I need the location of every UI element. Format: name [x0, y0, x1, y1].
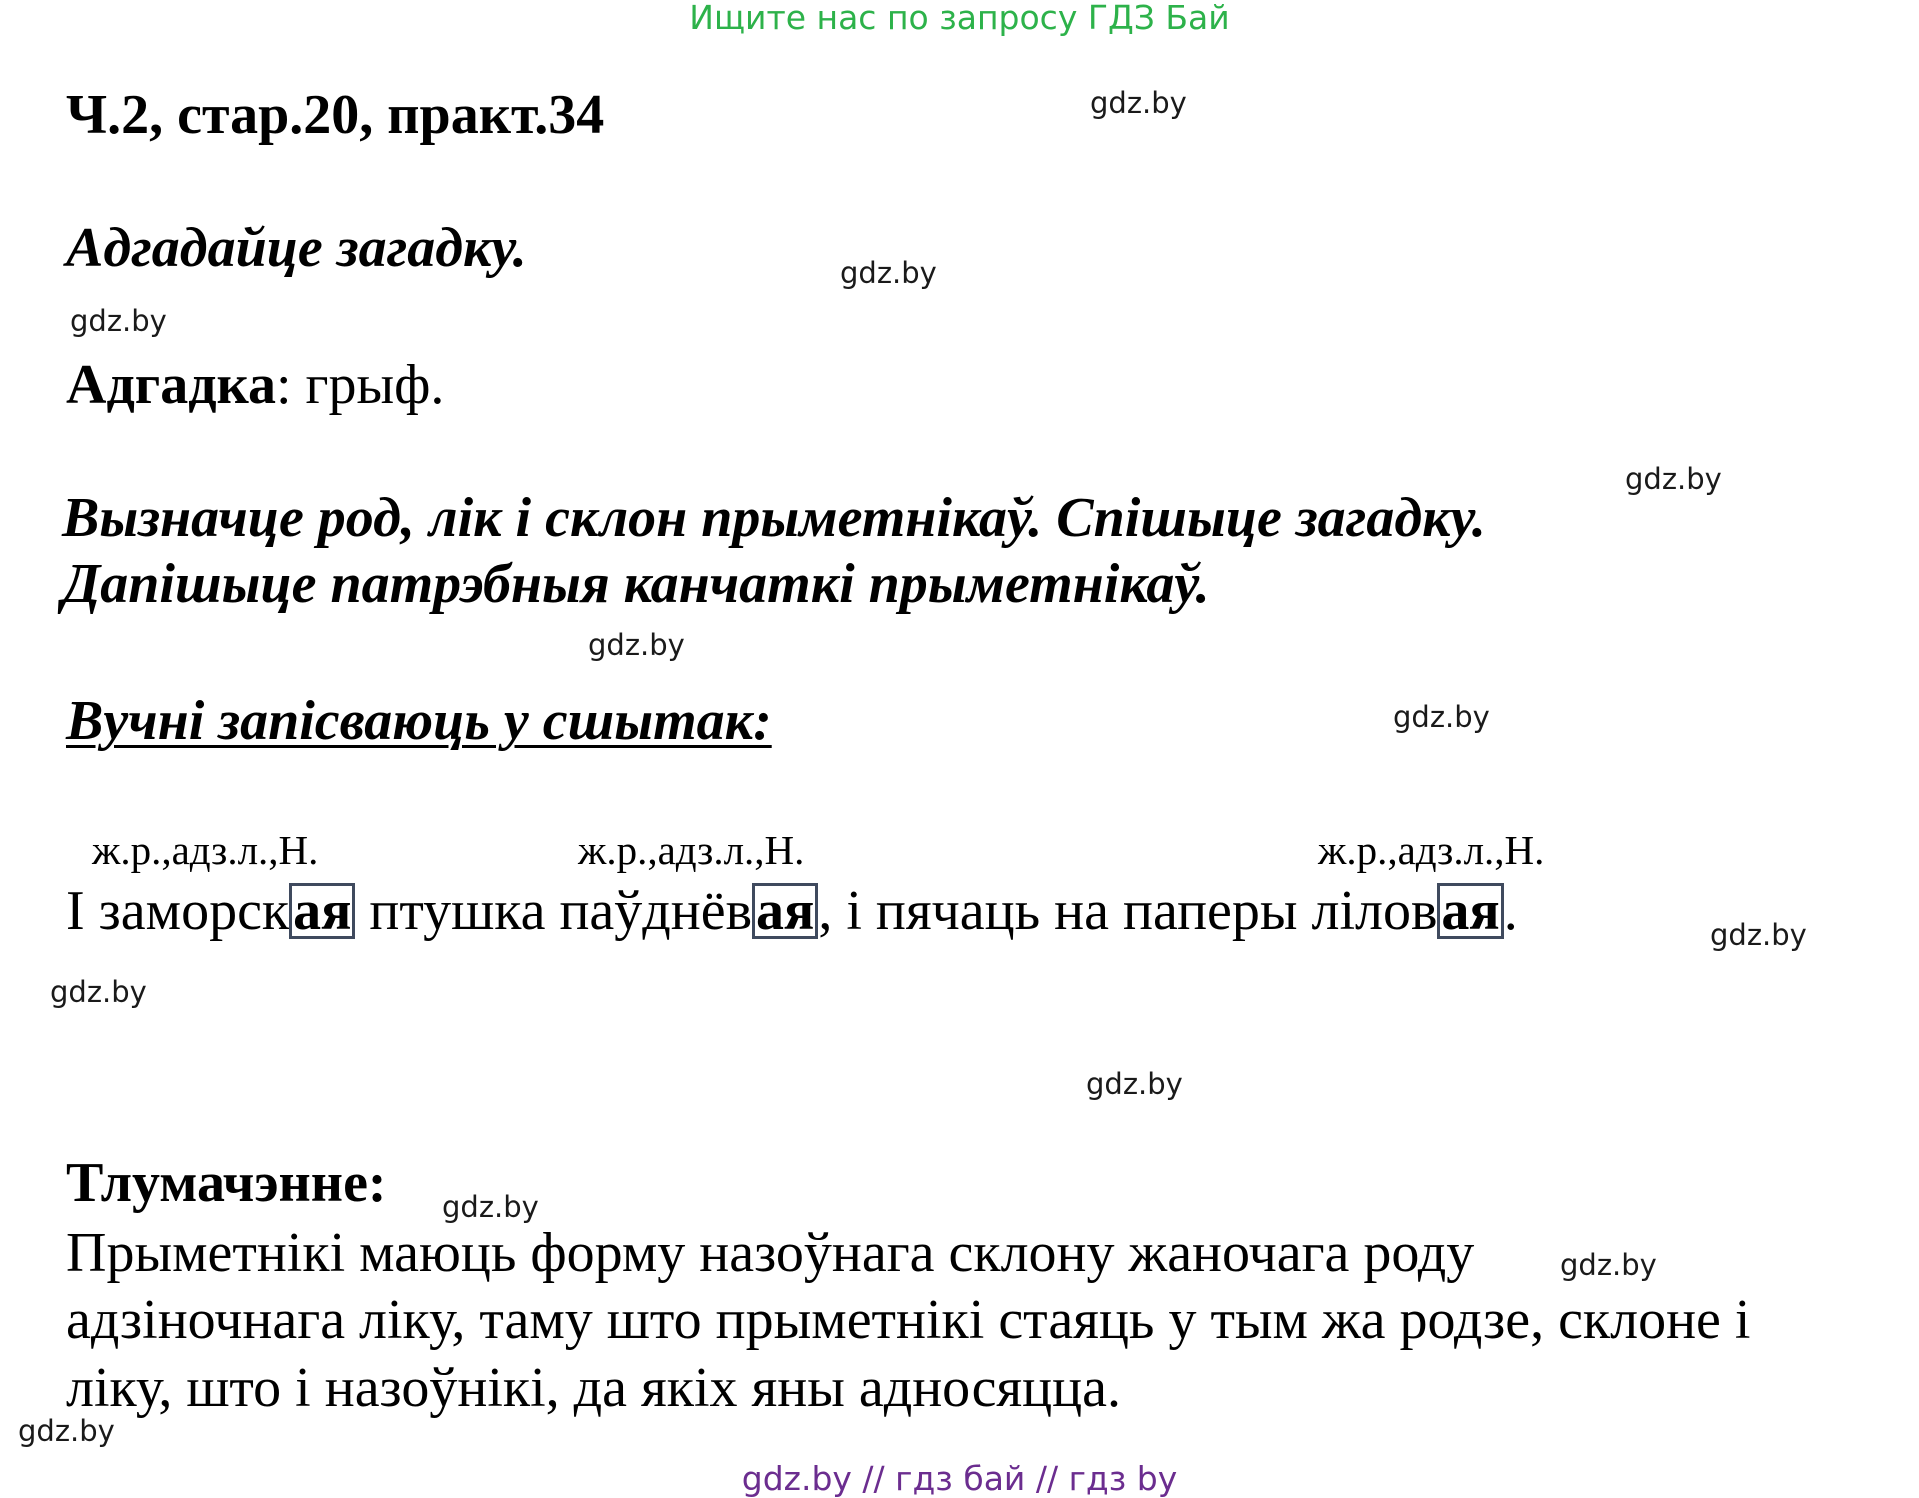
riddle-answer — [66, 352, 444, 418]
sentence-part-2: птушка паўднёв — [355, 880, 753, 942]
ending-box-2: ая — [752, 883, 818, 939]
grammar-label-3: ж.р.,адз.л.,Н. — [1318, 827, 1545, 873]
footer-links[interactable]: gdz.by // гдз бай // гдз by — [741, 1459, 1178, 1498]
grammar-label-2: ж.р.,адз.л.,Н. — [578, 827, 805, 873]
explanation-heading: Тлумачэнне: — [66, 1152, 387, 1214]
watermark: gdz.by — [588, 628, 685, 662]
task-guess-riddle: Адгадайце загадку. — [66, 217, 527, 279]
sentence-part-1: І заморск — [66, 880, 290, 942]
watermark: gdz.by — [1086, 1067, 1183, 1101]
page-title: Ч.2, стар.20, практ.34 — [66, 84, 605, 146]
riddle-sentence — [66, 876, 1518, 946]
watermark: gdz.by — [18, 1414, 115, 1448]
top-banner[interactable]: Ищите нас по запросу ГДЗ Бай — [689, 0, 1230, 37]
answer-label: Адгадка — [66, 354, 276, 416]
sentence-part-3: , і пячаць на паперы лілов — [818, 880, 1438, 942]
ending-box-3: ая — [1437, 883, 1503, 939]
watermark: gdz.by — [50, 975, 147, 1009]
watermark: gdz.by — [1710, 918, 1807, 952]
watermark: gdz.by — [1393, 700, 1490, 734]
pupils-write-heading: Вучні запісваюць у сшытак: — [66, 690, 772, 752]
sentence-part-4: . — [1503, 880, 1518, 942]
watermark: gdz.by — [1625, 462, 1722, 496]
watermark: gdz.by — [70, 304, 167, 338]
explanation-line-3: ліку, што і назоўнікі, да якіх яны адносяцца. — [66, 1357, 1121, 1419]
task-adjectives-line-1: Вызначце род, лік і склон прыметнікаў. Спішыце загадку. — [62, 487, 1486, 549]
watermark: gdz.by — [1090, 86, 1187, 120]
watermark: gdz.by — [442, 1190, 539, 1224]
ending-box-1: ая — [289, 883, 355, 939]
task-adjectives — [62, 485, 1486, 615]
explanation-line-2: адзіночнага ліку, таму што прыметнікі стаяць у тым жа родзе, склоне і — [66, 1289, 1751, 1351]
explanation-line-1: Прыметнікі маюць форму назоўнага склону жаночага роду — [66, 1222, 1475, 1284]
grammar-label-1: ж.р.,адз.л.,Н. — [92, 827, 319, 873]
answer-text: : грыф. — [275, 354, 445, 416]
task-adjectives-line-2: Дапішыце патрэбныя канчаткі прыметнікаў. — [62, 553, 1210, 615]
watermark: gdz.by — [840, 256, 937, 290]
watermark: gdz.by — [1560, 1248, 1657, 1282]
